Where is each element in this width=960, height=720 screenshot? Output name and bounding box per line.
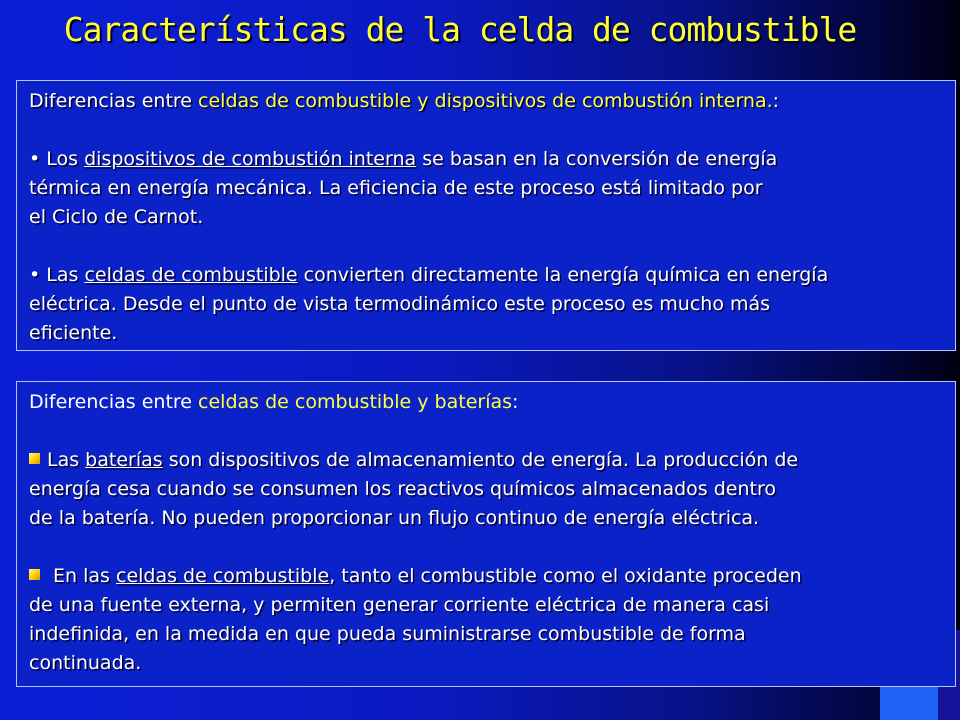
square-bullet-icon bbox=[29, 453, 40, 464]
combustion-comparison-box bbox=[16, 80, 956, 351]
box1-bullet1-line3: el Ciclo de Carnot. bbox=[29, 206, 204, 228]
box1-bullet2-line2: eléctrica. Desde el punto de vista termodinámico este proceso es mucho más bbox=[29, 293, 771, 315]
box2-bullet1-line2: energía cesa cuando se consumen los reactivos químicos almacenados dentro bbox=[29, 478, 777, 500]
box2-intro-term-b: baterías bbox=[434, 391, 513, 413]
bullet-marker: • bbox=[29, 264, 41, 286]
box2-bullet2-line1: En las celdas de combustible, tanto el combustible como el oxidante proceden bbox=[29, 562, 943, 591]
bullet-marker: • bbox=[29, 148, 41, 170]
box1-bullet2-term: celdas de combustible bbox=[84, 264, 298, 286]
box2-intro: Diferencias entre celdas de combustible y baterías: bbox=[29, 391, 519, 413]
box1-bullet1-line1: • Los dispositivos de combustión interna se basan en la conversión de energía bbox=[29, 148, 778, 170]
box2-bullet1-term: baterías bbox=[85, 449, 163, 471]
box1-intro-term-a: celdas de combustible bbox=[198, 90, 412, 112]
box2-bullet2-line4: continuada. bbox=[29, 652, 142, 674]
box2-bullet2-line2: de una fuente externa, y permiten generar corriente eléctrica de manera casi bbox=[29, 594, 770, 616]
box1-intro-term-b: dispositivos de combustión interna. bbox=[434, 90, 773, 112]
box2-bullet2-term: celdas de combustible bbox=[116, 565, 330, 587]
box1-bullet2-line3: eficiente. bbox=[29, 322, 118, 344]
box2-bullet1-line1: Las baterías son dispositivos de almacenamiento de energía. La producción de bbox=[29, 446, 943, 475]
box2-bullet1-line3: de la batería. No pueden proporcionar un flujo continuo de energía eléctrica. bbox=[29, 507, 760, 529]
box1-intro: Diferencias entre celdas de combustible y dispositivos de combustión interna.: bbox=[29, 90, 780, 112]
box2-intro-term-a: celdas de combustible bbox=[198, 391, 412, 413]
box1-bullet1-line2: térmica en energía mecánica. La eficiencia de este proceso está limitado por bbox=[29, 177, 763, 199]
box2-bullet2-line3: indefinida, en la medida en que pueda suministrarse combustible de forma bbox=[29, 623, 746, 645]
slide-title: Características de la celda de combustible bbox=[63, 10, 857, 49]
battery-comparison-box bbox=[16, 381, 956, 687]
square-bullet-icon bbox=[29, 569, 40, 580]
box1-bullet1-term: dispositivos de combustión interna bbox=[84, 148, 417, 170]
box1-bullet2-line1: • Las celdas de combustible convierten directamente la energía química en energía bbox=[29, 264, 829, 286]
